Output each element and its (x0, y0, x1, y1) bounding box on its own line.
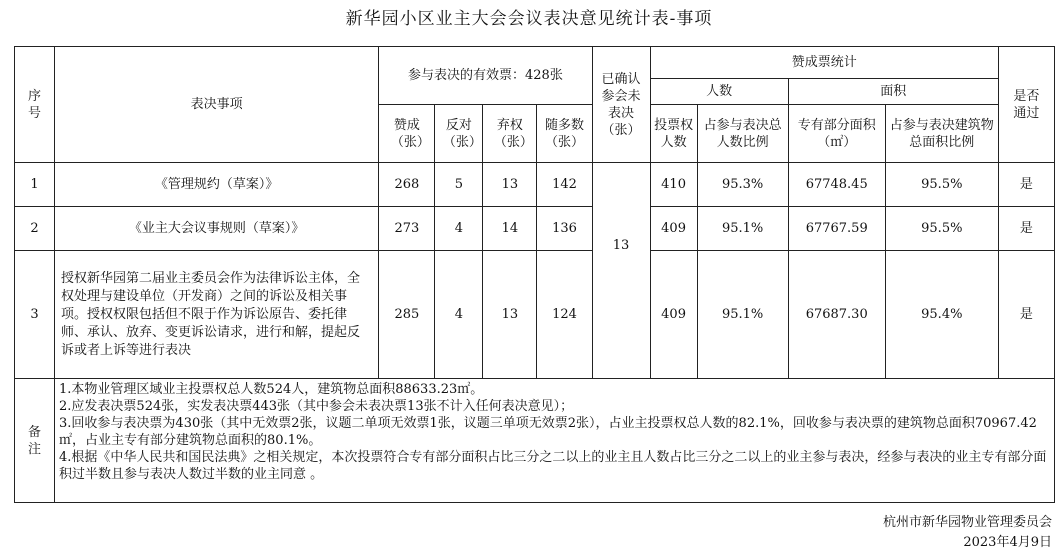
row-matter: 授权新华园第二届业主委员会作为法律诉讼主体，全权处理与建设单位（开发商）之间的诉讼及相关事项。授权权限包括但不限于作为诉讼原告、委托律师、承认、放弃、变更诉讼请求，进行和解，提起反诉或者上诉等进行表决 (55, 251, 379, 379)
header-area: 面积 (788, 79, 998, 105)
notes-row (15, 379, 1055, 503)
row-follow: 136 (537, 207, 592, 251)
row-matter: 《管理规约（草案）》 (55, 163, 379, 207)
header-confirmed-absent: 已确认参会未表决（张） (592, 47, 650, 163)
row-voters: 409 (650, 251, 697, 379)
row-seq: 3 (15, 251, 55, 379)
row-matter: 《业主大会议事规则（草案）》 (55, 207, 379, 251)
note-item: 3.回收参与表决票为430张（其中无效票2张，议题二单项无效票1张，议题三单项无效票2张），占业主投票权总人数的82.1%，回收参与表决票的建筑物总面积70967.42㎡，占业主专有部分建筑物总面积的80.1%。 (59, 416, 1037, 448)
row-seq: 2 (15, 207, 55, 251)
row-abstain: 13 (483, 163, 537, 207)
page-title: 新华园小区业主大会会议表决意见统计表-事项 (345, 9, 713, 29)
row-approve: 273 (379, 207, 435, 251)
row-voters: 410 (650, 163, 697, 207)
row-area: 67687.30 (788, 251, 885, 379)
row-area: 67767.59 (788, 207, 885, 251)
note-item: 2.应发表决票524张，实发表决票443张（其中参会未表决票13张不计入任何表决意见）； (59, 399, 574, 414)
row-people-ratio: 95.3% (697, 163, 788, 207)
row-abstain: 13 (483, 251, 537, 379)
row-seq: 1 (15, 163, 55, 207)
row-people-ratio: 95.1% (697, 251, 788, 379)
row-follow: 124 (537, 251, 592, 379)
row-approve: 268 (379, 163, 435, 207)
note-item: 1.本物业管理区域业主投票权总人数524人，建筑物总面积88633.23㎡。 (59, 382, 484, 397)
confirmed-absent-value: 13 (592, 163, 650, 379)
row-approve: 285 (379, 251, 435, 379)
table-row (15, 251, 1055, 379)
header-seq: 序号 (15, 47, 55, 163)
row-passed: 是 (998, 251, 1054, 379)
note-item: 4.根据《中华人民共和国民法典》之相关规定，本次投票符合专有部分面积占比三分之二以上的业主且人数占比三分之二以上的业主参与表决，经参与表决的业主专有部分面积过半数且参与表决人数过半数的业主同意 。 (59, 450, 1047, 482)
row-oppose: 5 (435, 163, 483, 207)
row-passed: 是 (998, 163, 1054, 207)
row-follow: 142 (537, 163, 592, 207)
header-area-ratio: 占参与表决建筑物总面积比例 (885, 105, 998, 163)
row-voters: 409 (650, 207, 697, 251)
row-passed: 是 (998, 207, 1054, 251)
row-area-ratio: 95.4% (885, 251, 998, 379)
header-abstain: 弃权（张） (483, 105, 537, 163)
header-approval-stats: 赞成票统计 (650, 47, 998, 79)
header-voter-count: 投票权人数 (650, 105, 697, 163)
notes-label: 备注 (15, 379, 55, 503)
row-area-ratio: 95.5% (885, 207, 998, 251)
row-area: 67748.45 (788, 163, 885, 207)
header-oppose: 反对（张） (435, 105, 483, 163)
header-valid-votes: 参与表决的有效票：428张 (379, 47, 592, 105)
header-people: 人数 (650, 79, 788, 105)
footer-organization: 杭州市新华园物业管理委员会 (882, 515, 1052, 530)
header-people-ratio: 占参与表决总人数比例 (697, 105, 788, 163)
row-people-ratio: 95.1% (697, 207, 788, 251)
header-matter: 表决事项 (55, 47, 379, 163)
row-oppose: 4 (435, 207, 483, 251)
table-row (15, 163, 1055, 207)
row-area-ratio: 95.5% (885, 163, 998, 207)
header-exclusive-area: 专有部分面积（㎡） (788, 105, 885, 163)
notes-content (55, 379, 1055, 503)
row-abstain: 14 (483, 207, 537, 251)
table-row (15, 207, 1055, 251)
header-passed: 是否通过 (998, 47, 1054, 163)
header-approve: 赞成（张） (379, 105, 435, 163)
row-oppose: 4 (435, 251, 483, 379)
footer-date: 2023年4月9日 (963, 535, 1052, 550)
vote-statistics-table (14, 46, 1055, 503)
header-follow-majority: 随多数（张） (537, 105, 592, 163)
